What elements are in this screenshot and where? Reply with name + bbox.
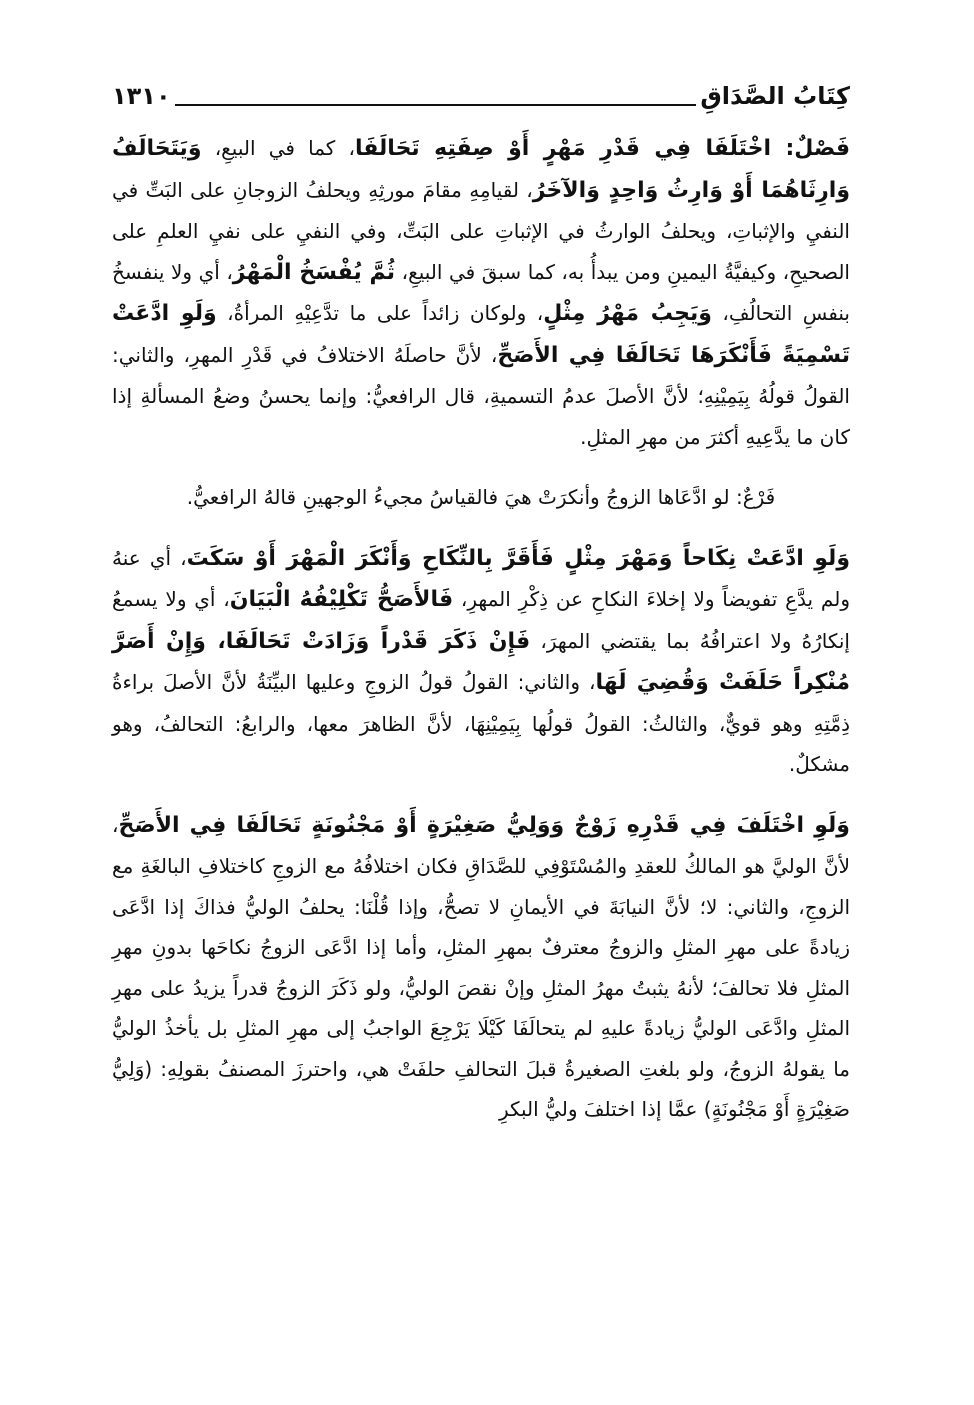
matn-text: وَيَتَحَالَفُ وَارِثَاهُمَا أَوْ وَارِثُ وَاحِدٍ وَالآخَرُ [112,136,850,203]
header-rule [175,104,697,106]
paragraph-guardian-dispute [112,805,850,1130]
paragraph-far-note [112,477,850,518]
commentary-text: ، لأنَّ حاصلَهُ الاختلافُ في قَدْرِ المهرِ، والثاني: القولُ قولُهُ بِيَمِيْنِهِ؛ لأنَّ الأصلَ عدمُ التسميةِ، قال الرافعيُّ: وإنما يحسنُ وضعُ المسألةِ إذا كان ما يدَّعِيهِ أكثرَ من مهرِ المثلِ. [112,342,850,449]
matn-text: وَلَوِ ادَّعَتْ نِكَاحاً وَمَهْرَ مِثْلٍ فَأَقَرَّ بِالنِّكَاحِ وَأَنْكَرَ الْمَهْرَ أَوْ سَكَتَ [186,545,850,571]
paragraph-mahr-dispute [112,128,850,457]
commentary-text: ، والثاني: القولُ قولُ الزوجِ وعليها البيِّنَةُ لأنَّ الأصلَ براءةُ ذِمَّتِهِ وهو قويٌّ، والثالثُ: القولُ قولُها بِيَمِيْنِهَا، لأنَّ الظاهرَ معها، والرابعُ: التحالفُ، وهو مشكلٌ. [112,670,850,776]
matn-text: فَالأَصَحُّ تَكْلِيْفُهُ الْبَيَانَ [229,587,454,612]
commentary-text: ، أي ولا ينفسخُ بنفسِ التحالُفِ، [112,259,850,325]
matn-text: ثُمَّ يُفْسَخُ الْمَهْرُ [232,259,396,285]
matn-text: فَصْلٌ: اخْتَلَفَا فِي قَدْرِ مَهْرٍ أَوْ صِفَتِهِ تَحَالَفَا [354,136,850,161]
matn-text: وَلَوِ ادَّعَتْ تَسْمِيَةً فَأَنْكَرَهَا تَحَالَفَا فِي الأَصَحِّ [112,301,850,368]
matn-text: فَإِنْ ذَكَرَ قَدْراً وَزَادَتْ تَحَالَفَا، وَإِنْ أَصَرَّ مُنْكِراً حَلَفَتْ وَقُضِيَ لَهَا [112,628,850,695]
commentary-text: ، لأنَّ الوليَّ هو المالكُ للعقدِ والمُسْتَوْفِي للصَّدَاقِ فكان اختلافُهُ مع الزوجِ كاختلافِ البالغَةِ مع الزوجِ، والثاني: لا؛ لأنَّ النيابَةَ في الأيمانِ لا تصحُّ، وإذا قُلْنَا: يحلفُ الوليُّ فذاكَ إذا ادَّعَى زيادةً على مهرِ المثلِ والزوجُ معترفٌ بمهرِ المثلِ، وأما إذا ادَّعَى الزوجُ نكاحَها بدونِ مهرِ المثلِ فلا تحالفَ؛ لأنهُ يثبتُ مهرُ المثلِ وإنْ نقصَ الوليُّ، ولو ذَكَرَ الزوجُ قدراً يزيدُ على مهرِ المثلِ وادَّعَى الوليُّ زيادةً عليهِ لم يتحالَفَا كَيْلَا يَرْجِعَ الواجبُ إلى مهرِ المثلِ بل يأخذُ الوليُّ ما يقولهُ الزوجُ، ولو بلغتِ الصغيرةُ قبلَ التحالفِ حلفَتْ هي، واحترزَ المصنفُ بقولِهِ: (وَلِيُّ صَغِيْرَةٍ أَوْ مَجْنُونَةٍ) عمَّا إذا اختلفَ وليُّ البكرِ [112,812,850,1121]
commentary-text: ، لقيامِهِ مقامَ مورثِهِ ويحلفُ الزوجانِ على البَتِّ في النفيِ والإثباتِ، ويحلفُ الوارثُ في الإثباتِ على البَتِّ، وفي النفيِ على نفيِ العلمِ على الصحيحِ، وكيفيَّةُ اليمينِ ومن يبدأُ به، كما سبقَ في البيعِ، [112,177,850,284]
matn-text: وَلَوِ اخْتَلَفَ فِي قَدْرِهِ زَوْجٌ وَوَلِيُّ صَغِيْرَةٍ أَوْ مَجْنُونَةٍ تَحَالَفَا فِي الأَصَحِّ [118,812,850,838]
paragraph-nikah-claim [112,538,850,785]
commentary-text: ، أي ولا يسمعُ إنكارُهُ ولا اعترافُهُ بما يقتضي المهرَ، [112,587,850,653]
commentary-text: ، كما في البيعِ، [201,136,355,160]
book-title: كِتَابُ الصَّدَاقِ [700,82,850,110]
body-text [112,128,850,1130]
commentary-text: ، ولوكان زائداً على ما تدَّعِيْهِ المرأةُ، [216,301,544,325]
page-number: ١٣١٠ [112,82,171,110]
commentary-text: ، أي عنهُ ولم يدَّعِ تفويضاً ولا إخلاءَ النكاحِ عن ذِكْرِ المهرِ، [112,545,850,611]
commentary-text: فَرْعٌ: لو ادَّعَاها الزوجُ وأنكرَتْ هيَ فالقياسُ مجيءُ الوجهينِ قالهُ الرافعيُّ. [186,485,776,509]
running-header [112,66,850,112]
matn-text: وَيَجِبُ مَهْرُ مِثْلٍ [543,301,712,326]
